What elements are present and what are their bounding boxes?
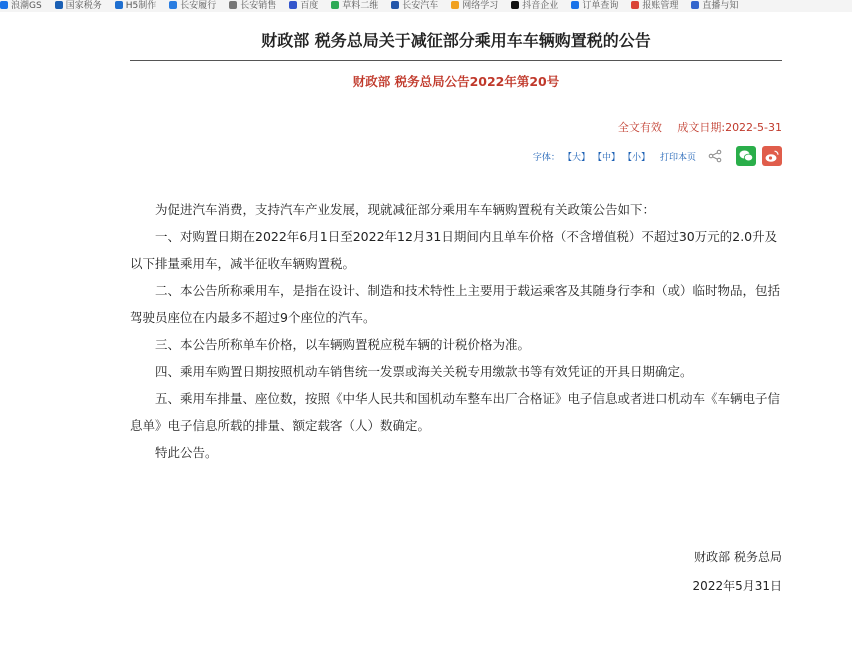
bookmark-item[interactable] [571, 0, 618, 12]
font-size-label: 字体： [532, 152, 560, 163]
print-page-link[interactable]: 打印本页 [659, 152, 696, 163]
bookmark-label: 长安履行 [180, 1, 217, 11]
bookmark-label: 报账管理 [642, 1, 679, 11]
validity-status: 全文有效 [617, 121, 662, 134]
weibo-icon [764, 148, 780, 164]
bookmark-item[interactable] [331, 0, 378, 12]
bookmark-favicon-icon [571, 1, 579, 9]
article-body [130, 196, 782, 466]
wechat-share-button[interactable] [736, 146, 756, 166]
bookmark-item[interactable] [229, 0, 276, 12]
bookmark-label: 国家税务 [65, 1, 102, 11]
bookmark-favicon-icon [331, 1, 339, 9]
page-title: 财政部 税务总局关于减征部分乘用车车辆购置税的公告 [261, 31, 651, 50]
bookmarks-bar [0, 0, 852, 12]
paragraph-5: 五、乘用车排量、座位数，按照《中华人民共和国机动车整车出厂合格证》电子信息或者进口机动车《车辆电子信息单》电子信息所载的排量、额定载客（人）数确定。 [130, 391, 781, 433]
bookmark-label: 直播与知 [702, 1, 739, 11]
paragraph-2: 二、本公告所称乘用车，是指在设计、制造和技术特性上主要用于载运乘客及其随身行李和（或）临时物品，包括驾驶员座位在内最多不超过9个座位的汽车。 [130, 283, 781, 325]
weibo-share-button[interactable] [762, 146, 782, 166]
bookmark-label: 长安汽车 [402, 1, 439, 11]
font-size-large-link[interactable]: 【大】 [562, 152, 590, 163]
document-date: 成文日期:2022-5-31 [677, 121, 782, 134]
bookmark-label: 订单查询 [582, 1, 619, 11]
bookmark-item[interactable] [511, 0, 558, 12]
paragraph-3: 三、本公告所称单车价格，以车辆购置税应税车辆的计税价格为准。 [155, 337, 531, 352]
bookmark-favicon-icon [451, 1, 459, 9]
bookmark-item[interactable] [451, 0, 498, 12]
bookmark-label: 抖音企业 [522, 1, 559, 11]
bookmark-label: 长安销售 [240, 1, 277, 11]
paragraph-closing: 特此公告。 [155, 445, 218, 460]
bookmark-favicon-icon [391, 1, 399, 9]
paragraph-intro: 为促进汽车消费，支持汽车产业发展，现就减征部分乘用车车辆购置税有关政策公告如下： [155, 202, 656, 217]
bookmark-label: 网络学习 [462, 1, 499, 11]
bookmark-favicon-icon [229, 1, 237, 9]
bookmark-item[interactable] [631, 0, 678, 12]
bookmark-favicon-icon [169, 1, 177, 9]
bookmark-favicon-icon [631, 1, 639, 9]
bookmark-favicon-icon [289, 1, 297, 9]
font-size-medium-link[interactable]: 【中】 [592, 152, 620, 163]
bookmark-label: 浪潮GS [11, 1, 42, 11]
bookmark-item[interactable] [55, 0, 102, 12]
bookmark-favicon-icon [691, 1, 699, 9]
bookmark-item[interactable] [115, 0, 157, 12]
wechat-icon [738, 148, 754, 164]
bookmark-favicon-icon [0, 1, 8, 9]
paragraph-4: 四、乘用车购置日期按照机动车销售统一发票或海关关税专用缴款书等有效凭证的开具日期确定。 [155, 364, 693, 379]
meta-row [618, 119, 782, 135]
sign-date: 2022年5月31日 [692, 579, 782, 593]
announcement-number: 财政部 税务总局公告2022年第20号 [352, 74, 560, 89]
bookmark-label: 草料二维 [342, 1, 379, 11]
bookmark-item[interactable] [0, 0, 42, 12]
paragraph-1: 一、对购置日期在2022年6月1日至2022年12月31日期间内且单车价格（不含增值税）不超过30万元的2.0升及以下排量乘用车，减半征收车辆购置税。 [130, 229, 778, 271]
bookmark-favicon-icon [55, 1, 63, 9]
bookmark-label: H5制作 [125, 1, 157, 11]
bookmark-favicon-icon [511, 1, 519, 9]
bookmark-item[interactable] [169, 0, 216, 12]
bookmark-favicon-icon [115, 1, 123, 9]
tools-row [533, 146, 782, 166]
bookmark-label: 百度 [300, 1, 319, 11]
title-divider [130, 60, 782, 61]
share-icon[interactable] [708, 149, 722, 163]
bookmark-item[interactable] [391, 0, 438, 12]
bookmark-item[interactable] [691, 0, 738, 12]
signature: 财政部 税务总局 [694, 550, 782, 564]
font-size-small-link[interactable]: 【小】 [622, 152, 650, 163]
bookmark-item[interactable] [289, 0, 318, 12]
